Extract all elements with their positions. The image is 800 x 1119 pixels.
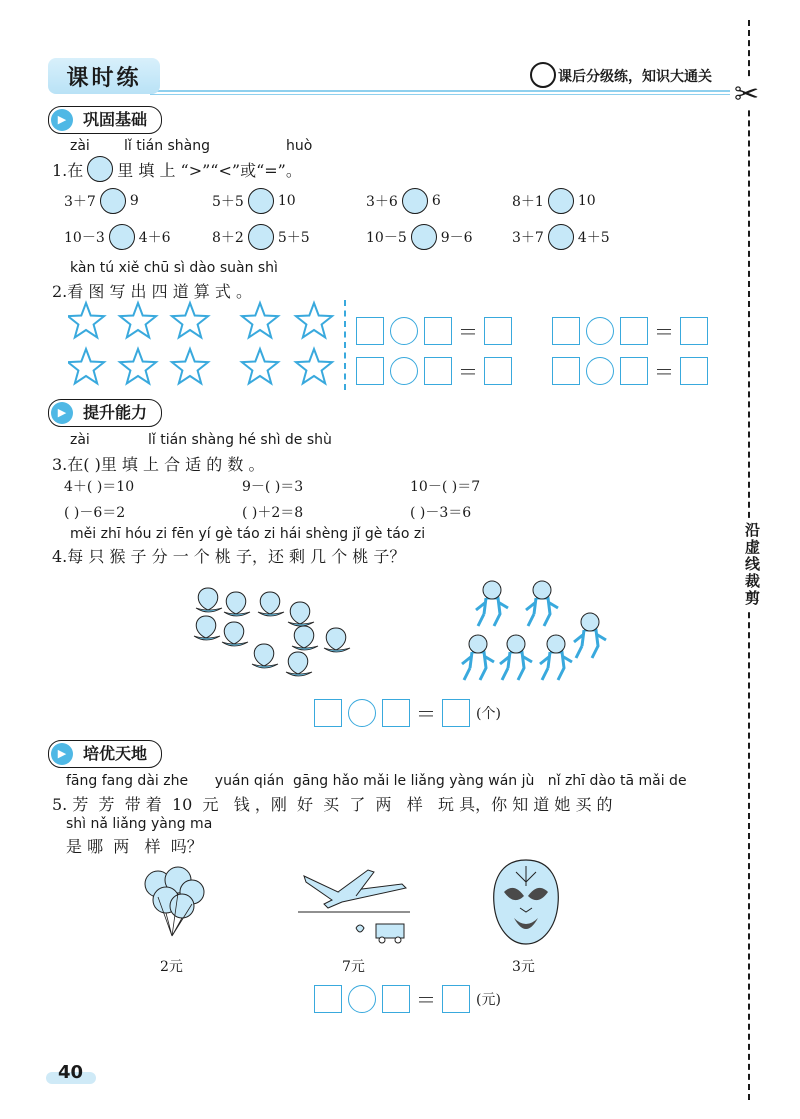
left-expression: 3＋6 xyxy=(366,194,398,210)
right-expression: 5＋5 xyxy=(277,230,310,246)
answer-box[interactable] xyxy=(442,985,470,1013)
answer-circle[interactable] xyxy=(100,188,126,214)
airplane-picture xyxy=(298,862,410,946)
answer-box[interactable] xyxy=(442,699,470,727)
comparison-item xyxy=(212,224,310,250)
answer-equation xyxy=(356,316,512,345)
answer-box[interactable] xyxy=(314,699,342,727)
cut-instruction: 沿虚线裁剪 xyxy=(738,518,762,611)
peaches-picture xyxy=(186,576,356,686)
right-expression: 10 xyxy=(277,193,296,209)
section-heading-basics xyxy=(48,106,162,134)
answer-equation xyxy=(314,984,501,1013)
pinyin: kàn tú xiě chū sì dào suàn shì xyxy=(70,260,278,276)
answer-equation xyxy=(314,698,501,727)
question-2: 2.看 图 写 出 四 道 算 式 。 xyxy=(52,282,252,301)
answer-circle[interactable] xyxy=(390,357,418,385)
left-expression: 3＋7 xyxy=(512,230,544,246)
header-rule xyxy=(150,90,730,92)
answer-box[interactable] xyxy=(552,317,580,345)
play-icon: ▶ xyxy=(51,109,73,131)
answer-box[interactable] xyxy=(424,357,452,385)
star-icon xyxy=(296,303,332,337)
play-icon: ▶ xyxy=(51,402,73,424)
answer-box[interactable] xyxy=(424,317,452,345)
section-label: 培优天地 xyxy=(83,744,148,763)
left-expression: 5＋5 xyxy=(212,194,244,210)
question-4: 4.每 只 猴 子 分 一 个 桃 子，还 剩 几 个 桃 子？ xyxy=(52,547,406,566)
answer-equation xyxy=(552,316,708,345)
answer-circle[interactable] xyxy=(402,188,428,214)
page-number: 40 xyxy=(58,1062,84,1083)
pinyin: zài xyxy=(70,432,90,448)
answer-box[interactable] xyxy=(382,985,410,1013)
answer-equation xyxy=(552,356,708,385)
comparison-item xyxy=(212,188,296,214)
answer-box[interactable] xyxy=(680,357,708,385)
right-expression: 9－6 xyxy=(440,230,473,246)
answer-box[interactable] xyxy=(620,357,648,385)
pinyin: lǐ tián shàng xyxy=(124,138,211,154)
answer-circle[interactable] xyxy=(348,985,376,1013)
header-rule-2 xyxy=(150,94,730,95)
equals-sign: ＝ xyxy=(458,360,478,384)
question-3: 3.在( )里 填 上 合 适 的 数 。 xyxy=(52,455,265,474)
fill-item: ( )＋2＝8 xyxy=(242,505,304,521)
answer-box[interactable] xyxy=(552,357,580,385)
equals-sign: ＝ xyxy=(458,320,478,344)
star-icon xyxy=(120,349,156,383)
comparison-item xyxy=(512,224,610,250)
answer-circle[interactable] xyxy=(586,357,614,385)
pinyin: fāng fang dài zhe yuán qián gāng hǎo mǎi le liǎng yàng wán jù nǐ zhī dào tā mǎi de xyxy=(66,773,687,789)
star-icon xyxy=(120,303,156,337)
answer-circle[interactable] xyxy=(548,224,574,250)
star-icon xyxy=(296,349,332,383)
right-expression: 6 xyxy=(431,193,441,209)
answer-box[interactable] xyxy=(484,357,512,385)
section-label: 巩固基础 xyxy=(83,110,148,129)
page-title: 课时练 xyxy=(48,58,160,94)
peach-icon xyxy=(252,644,278,668)
fill-item: ( )－6＝2 xyxy=(64,505,126,521)
star-icon xyxy=(68,303,104,337)
question-text: 里 填 上 “>”“<”或“=”。 xyxy=(117,160,302,180)
right-expression: 4＋5 xyxy=(577,230,610,246)
left-expression: 10－3 xyxy=(64,230,105,246)
comparison-item xyxy=(64,188,139,214)
answer-circle[interactable] xyxy=(248,224,274,250)
star-icon xyxy=(242,349,278,383)
comparison-item xyxy=(366,224,473,250)
pinyin: zài xyxy=(70,138,90,154)
left-expression: 3＋7 xyxy=(64,194,96,210)
right-expression: 4＋6 xyxy=(138,230,171,246)
peach-icon xyxy=(224,592,250,616)
equals-sign: ＝ xyxy=(416,988,436,1012)
play-icon: ▶ xyxy=(51,743,73,765)
unit-label: (个) xyxy=(476,705,501,722)
question-1 xyxy=(52,156,302,182)
price-label: 2元 xyxy=(160,959,183,975)
equals-sign: ＝ xyxy=(654,360,674,384)
star-icon xyxy=(172,349,208,383)
monkey-icon xyxy=(500,635,532,680)
peach-icon xyxy=(222,622,248,646)
answer-box[interactable] xyxy=(314,985,342,1013)
peach-icon xyxy=(292,626,318,650)
question-5: 5. 芳 芳 带 着 10 元 钱 ，刚 好 买 了 两 样 玩 具，你 知 道 她 买 的 xyxy=(52,795,613,814)
section-heading-improve xyxy=(48,399,162,427)
header-slogan: 课后分级练，知识大通关 xyxy=(558,69,712,85)
answer-circle[interactable] xyxy=(348,699,376,727)
answer-box[interactable] xyxy=(356,357,384,385)
equals-sign: ＝ xyxy=(416,702,436,726)
balloons-picture xyxy=(138,862,208,946)
answer-circle[interactable] xyxy=(548,188,574,214)
question-5-cont: 是 哪 两 样 吗？ xyxy=(66,837,203,856)
clock-icon xyxy=(530,62,556,88)
left-expression: 8＋2 xyxy=(212,230,244,246)
left-expression: 10－5 xyxy=(366,230,407,246)
unit-label: (元) xyxy=(476,991,501,1008)
answer-circle[interactable] xyxy=(411,224,437,250)
divider xyxy=(344,300,346,390)
fill-item: ( )－3＝6 xyxy=(410,505,472,521)
question-text: 1.在 xyxy=(52,160,84,180)
price-label: 3元 xyxy=(512,959,535,975)
answer-circle[interactable] xyxy=(390,317,418,345)
section-label: 提升能力 xyxy=(83,403,148,422)
peach-icon xyxy=(324,628,350,652)
answer-box[interactable] xyxy=(680,317,708,345)
monkey-icon xyxy=(526,581,558,626)
price-label: 7元 xyxy=(342,959,365,975)
peach-icon xyxy=(286,652,312,676)
peach-icon xyxy=(196,588,222,612)
peach-icon xyxy=(194,616,220,640)
answer-equation xyxy=(356,356,512,385)
star-icon xyxy=(68,349,104,383)
comparison-item xyxy=(366,188,441,214)
answer-circle xyxy=(87,156,113,182)
fill-item: 9－( )＝3 xyxy=(242,479,304,495)
star-picture xyxy=(68,300,348,392)
fill-item: 10－( )＝7 xyxy=(410,479,481,495)
monkey-icon xyxy=(476,581,508,626)
peach-icon xyxy=(288,602,314,626)
comparison-item xyxy=(512,188,596,214)
answer-box[interactable] xyxy=(356,317,384,345)
star-icon xyxy=(172,303,208,337)
fill-item: 4＋( )＝10 xyxy=(64,479,135,495)
peach-icon xyxy=(258,592,284,616)
answer-box[interactable] xyxy=(382,699,410,727)
opera-mask-picture xyxy=(490,856,562,948)
scissors-icon: ✂ xyxy=(734,77,760,112)
equals-sign: ＝ xyxy=(654,320,674,344)
right-expression: 10 xyxy=(577,193,596,209)
monkey-icon xyxy=(462,635,494,680)
answer-circle[interactable] xyxy=(248,188,274,214)
monkeys-picture xyxy=(458,572,614,688)
pinyin: huò xyxy=(286,138,313,154)
section-heading-advanced xyxy=(48,740,162,768)
monkey-icon xyxy=(574,613,606,658)
answer-box[interactable] xyxy=(620,317,648,345)
comparison-item xyxy=(64,224,171,250)
answer-circle[interactable] xyxy=(109,224,135,250)
monkey-icon xyxy=(540,635,572,680)
pinyin: lǐ tián shàng hé shì de shù xyxy=(148,432,332,448)
left-expression: 8＋1 xyxy=(512,194,544,210)
pinyin: shì nǎ liǎng yàng ma xyxy=(66,816,213,832)
answer-circle[interactable] xyxy=(586,317,614,345)
answer-box[interactable] xyxy=(484,317,512,345)
pinyin: měi zhī hóu zi fēn yí gè táo zi hái shèng jǐ gè táo zi xyxy=(70,526,426,542)
star-icon xyxy=(242,303,278,337)
right-expression: 9 xyxy=(129,193,139,209)
